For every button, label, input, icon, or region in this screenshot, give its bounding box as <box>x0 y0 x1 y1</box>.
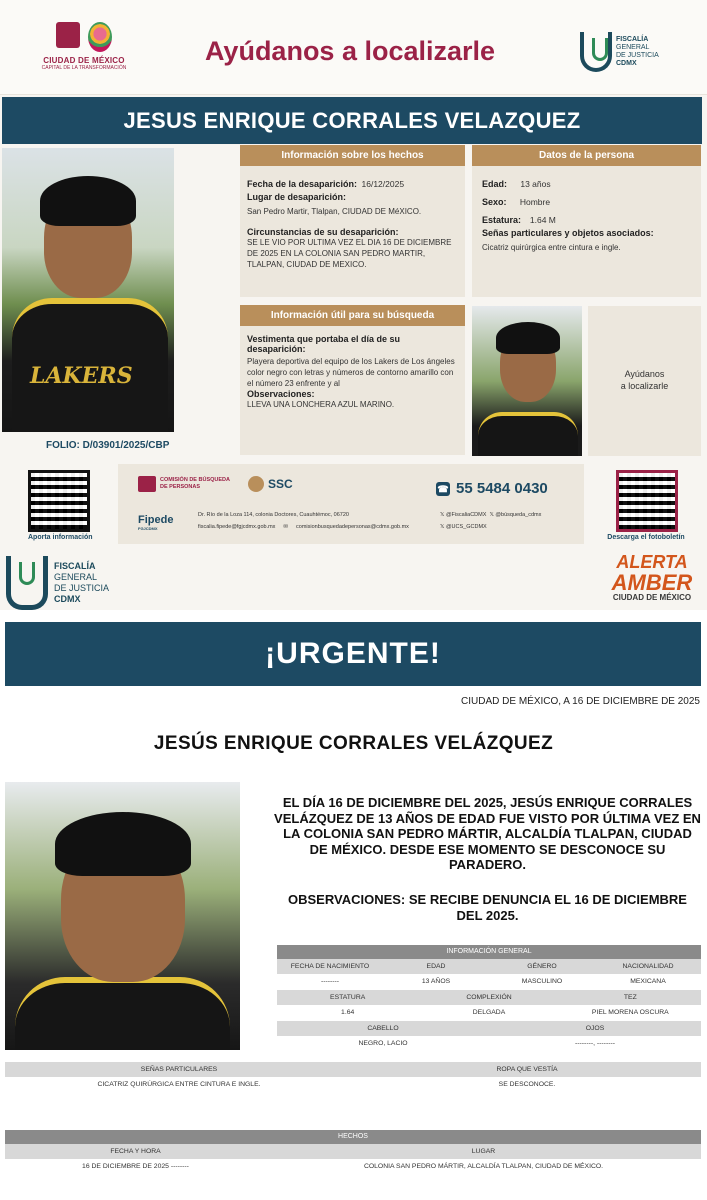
hechos-header: Información sobre los hechos <box>240 145 465 166</box>
table-label: CABELLO <box>367 1025 399 1032</box>
vestimenta-value: Playera deportiva del equipo de los Lakers de Los ángeles color negro con letras y números de contorno amarillo con el número 23 enfrente y al <box>247 357 455 388</box>
table-value: MASCULINO <box>521 978 563 985</box>
phone-text[interactable]: 55 5484 0430 <box>456 480 548 497</box>
email-comision[interactable]: comisionbusquedadepersonas@cdmx.gob.mx <box>296 524 409 530</box>
phone-icon: ☎ <box>437 483 449 494</box>
x-handle-fiscalia[interactable]: @FiscaliaCDMX <box>445 512 487 518</box>
qr-right-caption: Descarga el fotoboletín <box>607 534 685 541</box>
contact-strip <box>118 464 584 544</box>
person-name-banner: JESUS ENRIQUE CORRALES VELAZQUEZ <box>2 97 702 144</box>
fgj-logo-line: DE JUSTICIA <box>616 52 659 59</box>
table-label-row <box>277 1021 701 1036</box>
mail-icon: ✉ <box>283 524 289 530</box>
x-icon: 𝕏 <box>440 524 445 530</box>
estatura-label: Estatura: <box>482 215 522 225</box>
table-value: DELGADA <box>472 1009 506 1016</box>
circunstancias-value: SE LE VIO POR ULTIMA VEZ EL DIA 16 DE DICIEMBRE DE 2025 EN LA COLONIA SAN PEDRO MARTIR, TLALPAN, CIUDAD DE MEXICO. <box>247 238 452 269</box>
observaciones-label: Observaciones: <box>247 389 315 399</box>
table-label: LUGAR <box>471 1148 496 1155</box>
edad-value: 13 años <box>520 179 551 189</box>
fecha-value: 16/12/2025 <box>361 179 405 189</box>
cdmx-logo-subtext: CAPITAL DE LA TRANSFORMACIÓN <box>41 65 127 71</box>
table-header: HECHOS <box>5 1130 701 1144</box>
informacion-general-table <box>277 945 701 1052</box>
table-value: NEGRO, LACIO <box>358 1040 408 1047</box>
email-fipede[interactable]: fiscalia.fipede@fgjcdmx.gob.mx <box>198 524 276 530</box>
folio-number: FOLIO: D/03901/2025/CBP <box>46 440 170 451</box>
flyer-title: Ayúdanos a localizarle <box>204 36 496 66</box>
fgj-emblem-icon <box>6 556 48 610</box>
table-value-row <box>277 1005 701 1021</box>
estatura-value: 1.64 M <box>529 215 556 225</box>
lugar-value: San Pedro Martir, Tlalpan, CIUDAD DE MéXICO. <box>247 207 422 216</box>
fgj-logo-line: GENERAL <box>54 572 98 582</box>
ssc-text: SSC <box>268 477 293 491</box>
table-value-row <box>5 1077 701 1093</box>
table-label: COMPLEXIÓN <box>466 994 512 1001</box>
table-label: OJOS <box>585 1025 605 1032</box>
fecha-label: Fecha de la desaparición: <box>247 179 358 189</box>
cbp-logo-line: COMISIÓN DE BÚSQUEDA <box>160 477 230 483</box>
senas-ropa-table <box>5 1062 701 1093</box>
table-label: SEÑAS PARTICULARES <box>140 1066 218 1073</box>
info-util-section <box>240 305 465 455</box>
observaciones-value: LLEVA UNA LONCHERA AZUL MARINO. <box>247 400 395 409</box>
sexo-label: Sexo: <box>482 197 507 207</box>
fgj-logo-big <box>6 556 109 610</box>
table-label-row <box>5 1144 701 1159</box>
narrative-text: EL DÍA 16 DE DICIEMBRE DEL 2025, JESÚS ENRIQUE CORRALES VELÁZQUEZ DE 13 AÑOS DE EDAD FUE VISTO POR ÚLTIMA VEZ EN LA COLONIA SAN PEDRO MÁRTIR, ALCALDÍA TLALPAN, CIUDAD DE MÉXICO. DESDE ESE MOMENTO SE DESCONOCE SU PARADERO. <box>274 795 701 872</box>
date-line: CIUDAD DE MÉXICO, A 16 DE DICIEMBRE DE 2025 <box>461 696 700 707</box>
table-value: COLONIA SAN PEDRO MÁRTIR, ALCALDÍA TLALPAN, CIUDAD DE MÉXICO. <box>363 1163 604 1170</box>
fgj-emblem-icon <box>580 32 612 72</box>
cdmx-logo <box>38 22 130 71</box>
cdmx-logo-text: CIUDAD DE MÉXICO <box>43 56 125 65</box>
qr-code-icon[interactable] <box>616 470 678 532</box>
fipede-text: Fipede <box>138 514 174 526</box>
table-value-row <box>277 1036 701 1052</box>
observaciones-text: OBSERVACIONES: SE RECIBE DENUNCIA EL 16 DE DICIEMBRE DEL 2025. <box>288 892 687 923</box>
table-value: 13 AÑOS <box>421 978 451 985</box>
table-header: INFORMACIÓN GENERAL <box>277 945 701 959</box>
bulletin-person-name: JESÚS ENRIQUE CORRALES VELÁZQUEZ <box>153 733 554 754</box>
vestimenta-label: Vestimenta que portaba el día de su desaparición: <box>247 334 401 354</box>
table-value: PIEL MORENA OSCURA <box>591 1009 669 1016</box>
table-label-row <box>277 990 701 1005</box>
fgj-logo-line: GENERAL <box>616 44 650 51</box>
fgj-logo-line: CDMX <box>616 60 637 67</box>
table-value: SE DESCONOCE. <box>498 1081 556 1088</box>
table-value: 16 DE DICIEMBRE DE 2025 -------- <box>82 1163 189 1170</box>
x-icon: 𝕏 <box>489 512 494 518</box>
qr-left-caption: Aporta información <box>28 534 93 541</box>
ayudanos-line: Ayúdanos <box>624 369 665 379</box>
cbp-emblem-icon <box>138 476 156 492</box>
urgent-banner: ¡URGENTE! <box>5 622 701 686</box>
person-photo-small <box>472 306 582 456</box>
hechos-section <box>240 145 465 297</box>
ayudanos-box <box>588 306 701 456</box>
phone-number[interactable] <box>436 480 548 497</box>
senas-label: Señas particulares y objetos asociados: <box>482 228 654 238</box>
ayudanos-line: a localizarle <box>620 381 669 391</box>
fgj-logo-line: FISCALÍA <box>54 561 96 571</box>
sexo-value: Hombre <box>519 197 551 207</box>
cbp-logo-line: DE PERSONAS <box>160 484 201 490</box>
ssc-emblem-icon <box>248 476 264 492</box>
lugar-label: Lugar de desaparición: <box>247 192 347 202</box>
hechos-table <box>5 1130 701 1175</box>
table-value: -------- <box>320 978 340 985</box>
shirt-lettering: LAKERS <box>30 363 133 389</box>
table-label-row <box>5 1062 701 1077</box>
datos-persona-section <box>472 145 701 297</box>
ssc-logo <box>248 476 293 492</box>
table-value-row <box>277 974 701 990</box>
table-label-row <box>277 959 701 974</box>
table-value: CICATRIZ QUIRÚRGICA ENTRE CINTURA E INGLE. <box>97 1081 261 1088</box>
person-photo-bulletin <box>5 782 240 1050</box>
fgj-logo-line: FISCALÍA <box>616 36 649 43</box>
senas-value: Cicatriz quirúrgica entre cintura e ingle. <box>482 243 621 252</box>
fipede-subtext: FGJCDMX <box>138 526 158 531</box>
qr-code-icon[interactable] <box>28 470 90 532</box>
cdmx-shield-icon <box>56 22 80 48</box>
address-text: Dr. Río de la Loza 114, colonia Doctores, Cuauhtémoc, 06720 <box>198 512 349 518</box>
table-label: ESTATURA <box>330 994 366 1001</box>
table-label: FECHA Y HORA <box>110 1148 161 1155</box>
x-handle-busqueda[interactable]: @búsqueda_cdmx <box>495 512 542 518</box>
fgj-logo-line: DE JUSTICIA <box>54 583 110 593</box>
table-label: GÉNERO <box>527 963 557 970</box>
fgj-logo-line: CDMX <box>54 594 81 604</box>
qr-aporta-informacion[interactable] <box>28 470 93 541</box>
table-label: FECHA DE NACIMIENTO <box>290 963 370 970</box>
table-label: ROPA QUE VESTÍA <box>496 1066 558 1073</box>
qr-descarga-fotoboletin[interactable] <box>607 470 706 541</box>
fgj-logo-small <box>580 32 659 72</box>
fipede-logo <box>138 514 173 531</box>
table-value: --------, -------- <box>575 1040 615 1047</box>
x-handle-ucs[interactable]: @UCS_GCDMX <box>445 524 487 530</box>
amber-line: AMBER <box>611 570 693 595</box>
amber-line: CIUDAD DE MÉXICO <box>612 593 692 602</box>
alerta-amber-logo <box>602 552 702 602</box>
x-icon: 𝕏 <box>440 512 445 518</box>
datos-persona-header: Datos de la persona <box>472 145 701 166</box>
table-value: MEXICANA <box>630 978 666 985</box>
person-photo-main <box>2 148 174 432</box>
cdmx-flower-icon <box>88 22 112 52</box>
table-value-row <box>5 1159 701 1175</box>
edad-label: Edad: <box>482 179 508 189</box>
info-util-header: Información útil para su búsqueda <box>240 305 465 326</box>
table-label: EDAD <box>426 963 446 970</box>
circunstancias-label: Circunstancias de su desaparición: <box>247 227 399 237</box>
flyer-header <box>0 0 707 95</box>
table-label: NACIONALIDAD <box>622 963 674 970</box>
amber-line: ALERTA <box>616 552 688 572</box>
table-value: 1.64 <box>341 1009 355 1016</box>
table-label: TEZ <box>623 994 637 1001</box>
cbp-logo <box>138 476 230 492</box>
